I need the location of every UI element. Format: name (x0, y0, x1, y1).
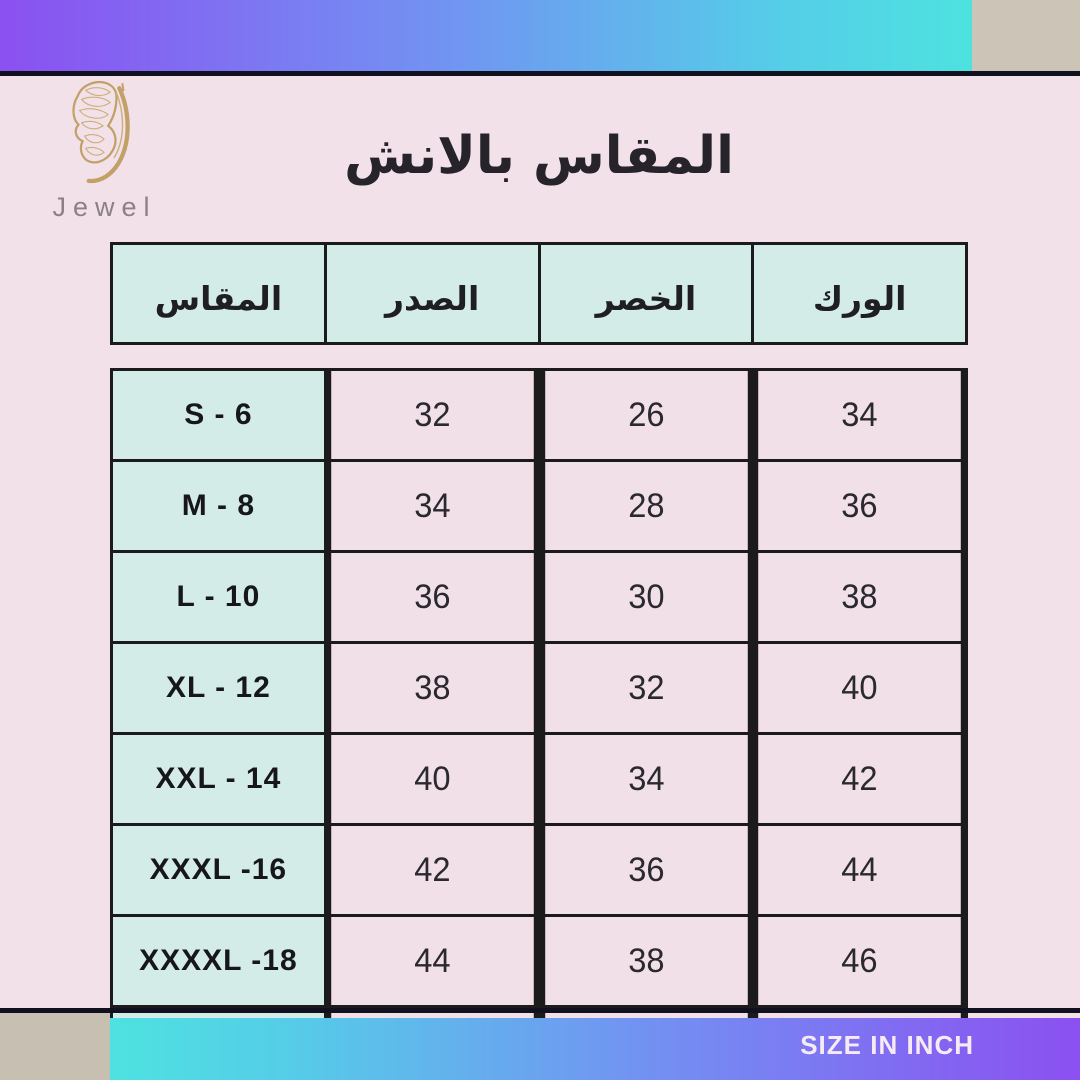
top-divider-line (0, 71, 1080, 76)
table-row-6-chest: 44 (331, 917, 533, 1005)
table-row-1-waist: 28 (545, 462, 747, 550)
table-row-6-waist: 38 (545, 917, 747, 1005)
table-row-2-chest: 36 (331, 553, 533, 641)
table-row-3-chest: 38 (331, 644, 533, 732)
bottom-gradient-bar (110, 1018, 1080, 1080)
header-cell-size: المقاس (113, 245, 324, 342)
header-cell-waist: الخصر (541, 245, 752, 342)
table-row-1-size: M - 8 (113, 462, 324, 550)
brand-name: Jewel (52, 192, 157, 222)
table-row-1-hip: 36 (758, 462, 960, 550)
table-row-3-size: XL - 12 (113, 644, 324, 732)
table-row-5-hip: 44 (758, 826, 960, 914)
table-row-4-chest: 40 (331, 735, 533, 823)
table-row-3-waist: 32 (545, 644, 747, 732)
footer-label: SIZE IN INCH (800, 1029, 974, 1060)
top-beige-block (972, 0, 1080, 71)
table-row-2-hip: 38 (758, 553, 960, 641)
table-row-5-size: XXXL -16 (113, 826, 324, 914)
header-cell-chest: الصدر (327, 245, 538, 342)
bottom-beige-block (0, 1013, 110, 1080)
table-row-6-size: XXXXL -18 (113, 917, 324, 1005)
table-row-6-hip: 46 (758, 917, 960, 1005)
table-row-0-waist: 26 (545, 371, 747, 459)
bottom-divider-line (0, 1008, 1080, 1013)
table-row-1-chest: 34 (331, 462, 533, 550)
size-table-header (110, 242, 968, 345)
table-row-3-hip: 40 (758, 644, 960, 732)
table-row-0-size: S - 6 (113, 371, 324, 459)
table-row-0-hip: 34 (758, 371, 960, 459)
table-row-4-waist: 34 (545, 735, 747, 823)
header-cell-hip: الورك (754, 245, 965, 342)
table-row-0-chest: 32 (331, 371, 533, 459)
table-row-5-chest: 42 (331, 826, 533, 914)
page-title: المقاس بالانش (344, 126, 734, 186)
table-row-2-size: L - 10 (113, 553, 324, 641)
table-row-4-hip: 42 (758, 735, 960, 823)
size-table-body (110, 368, 968, 1080)
table-row-2-waist: 30 (545, 553, 747, 641)
top-gradient-bar (0, 0, 972, 71)
table-row-4-size: XXL - 14 (113, 735, 324, 823)
table-row-5-waist: 36 (545, 826, 747, 914)
